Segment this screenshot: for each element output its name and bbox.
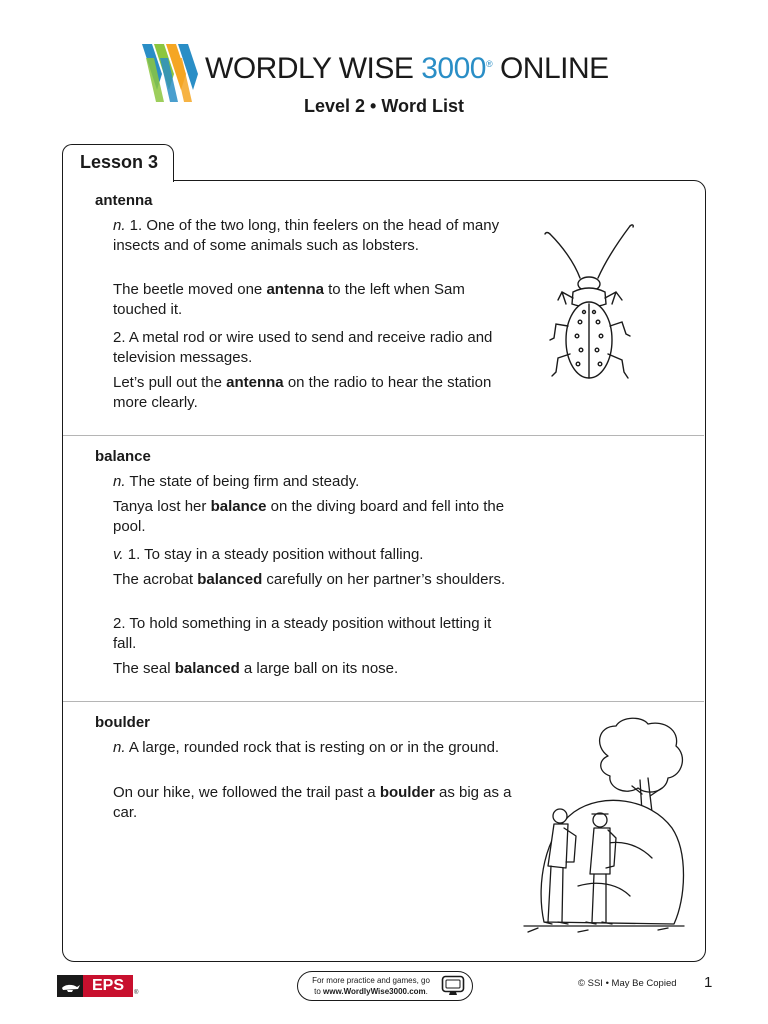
promo-box bbox=[297, 971, 473, 1001]
entry-word: boulder bbox=[95, 714, 150, 731]
example-line: Tanya lost her balance on the diving board and fell into the pool. bbox=[113, 498, 505, 535]
definition-line: 2. To hold something in a steady position without letting it fall. bbox=[113, 615, 492, 652]
beetle-illustration bbox=[540, 222, 640, 384]
entry-word: antenna bbox=[95, 192, 153, 209]
brand-title: WORDLY WISE 3000® ONLINE bbox=[205, 52, 609, 85]
ww-logo-icon bbox=[142, 44, 198, 102]
example-line: The beetle moved one antenna to the left when Sam touched it. bbox=[113, 281, 465, 318]
example-line: On our hike, we followed the trail past a boulder as big as a car. bbox=[113, 784, 512, 821]
website-link[interactable]: www.WordlyWise3000.com bbox=[323, 987, 426, 996]
eps-registered-mark: ® bbox=[134, 990, 139, 996]
lesson-tab bbox=[62, 144, 174, 182]
eps-logo bbox=[57, 975, 133, 997]
definition-line: n. The state of being firm and steady. bbox=[113, 473, 360, 490]
page-number: 1 bbox=[704, 974, 713, 991]
definition-line: n. A large, rounded rock that is resting on or in the ground. bbox=[113, 739, 500, 756]
section-divider bbox=[63, 435, 704, 436]
definition-line: v. 1. To stay in a steady position without falling. bbox=[113, 546, 424, 563]
hikers-boulder-illustration bbox=[518, 716, 690, 942]
definition-line: 2. A metal rod or wire used to send and receive radio and television messages. bbox=[113, 329, 493, 366]
eps-logo-text: EPS bbox=[83, 975, 133, 997]
page-subtitle: Level 2 • Word List bbox=[303, 96, 464, 116]
entry-word: balance bbox=[95, 448, 151, 465]
copyright-notice: © SSI • May Be Copied bbox=[578, 978, 677, 989]
section-divider bbox=[63, 701, 704, 702]
example-line: Let’s pull out the antenna on the radio to hear the station more clearly. bbox=[113, 374, 492, 411]
lamp-icon bbox=[57, 975, 83, 997]
lesson-title: Lesson 3 bbox=[80, 152, 159, 172]
example-line: The acrobat balanced carefully on her partner’s shoulders. bbox=[113, 571, 506, 588]
monitor-icon bbox=[441, 975, 465, 997]
example-line: The seal balanced a large ball on its nose. bbox=[113, 660, 399, 677]
page-header bbox=[0, 0, 768, 130]
promo-text: For more practice and games, go to www.WordlyWise3000.com. bbox=[312, 976, 430, 996]
definition-line: n. 1. One of the two long, thin feelers on the head of many insects and of some animals such as lobsters. bbox=[113, 217, 500, 254]
